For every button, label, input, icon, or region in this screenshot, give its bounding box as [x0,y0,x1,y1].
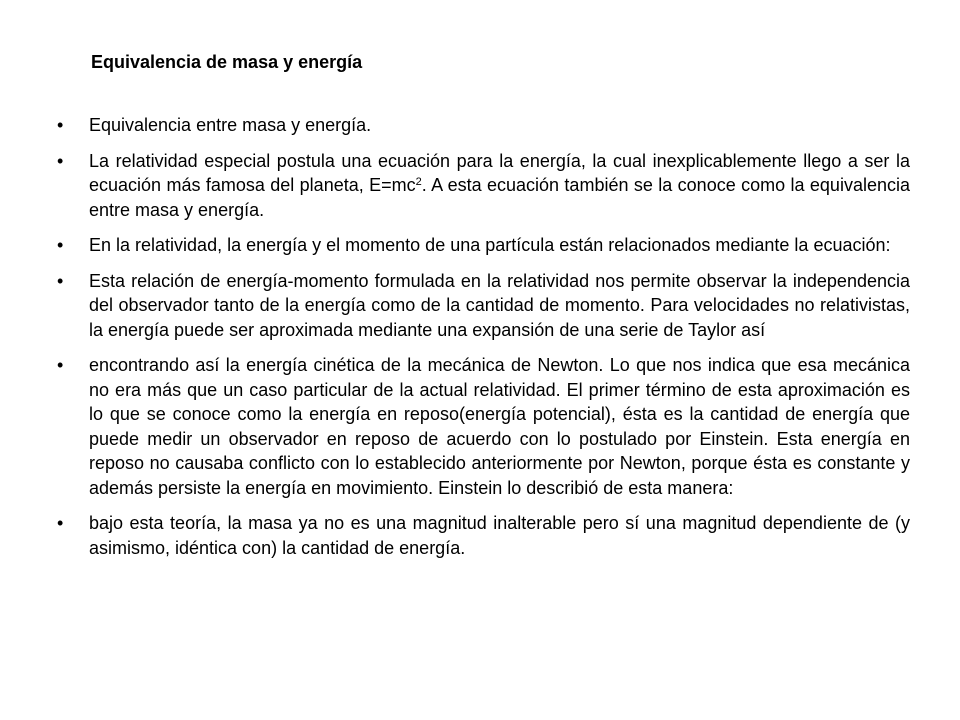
bullet-marker: • [57,513,64,533]
bullet-list [55,113,910,571]
bullet-item [55,353,910,500]
bullet-item [55,269,910,343]
bullet-text: Equivalencia entre masa y energía. [89,115,372,135]
bullet-text: encontrando así la energía cinética de la mecánica de Newton. Lo que nos indica que esa mecánica no era más que un caso particular de la actual relatividad. El primer término de esta aproximación es lo que se conoce como la energía en reposo(energía potencial), ésta es la cantidad de energía que puede medir un observador en reposo de acuerdo con lo postulado por Einstein. Esta energía en reposo no causaba conflicto con lo establecido anteriormente por Newton, porque ésta es constante y además persiste la energía en movimiento. Einstein lo describió de esta manera: [89,355,910,498]
bullet-text: bajo esta teoría, la masa ya no es una magnitud inalterable pero sí una magnitud dependiente de (y asimismo, idéntica con) la cantidad de energía. [89,513,910,558]
bullet-text-after-formula: . A esta ecuación también se la conoce como la equivalencia entre masa y energía. [89,175,910,220]
bullet-marker: • [57,115,64,135]
bullet-text-before-formula: La relatividad especial postula una ecuación para la energía, la cual inexplicablemente llego a ser la ecuación más famosa del planeta, E=mc [89,150,910,195]
bullet-marker: • [57,355,64,375]
bullet-text: En la relatividad, la energía y el momento de una partícula están relacionados mediante la ecuación: [89,235,891,255]
bullet-text: Esta relación de energía-momento formulada en la relatividad nos permite observar la independencia del observador tanto de la energía como de la cantidad de momento. Para velocidades no relativistas, la energía puede ser aproximada mediante una expansión de una serie de Taylor así [89,270,910,340]
slide-title: Equivalencia de masa y energía [91,52,363,72]
bullet-item [55,113,910,138]
bullet-item [55,149,910,223]
formula-exponent: 2 [415,176,422,188]
bullet-marker: • [57,235,64,255]
bullet-marker: • [57,150,64,171]
bullet-item [55,511,910,560]
bullet-text [89,151,910,220]
bullet-marker: • [57,270,64,291]
bullet-item [55,233,910,258]
